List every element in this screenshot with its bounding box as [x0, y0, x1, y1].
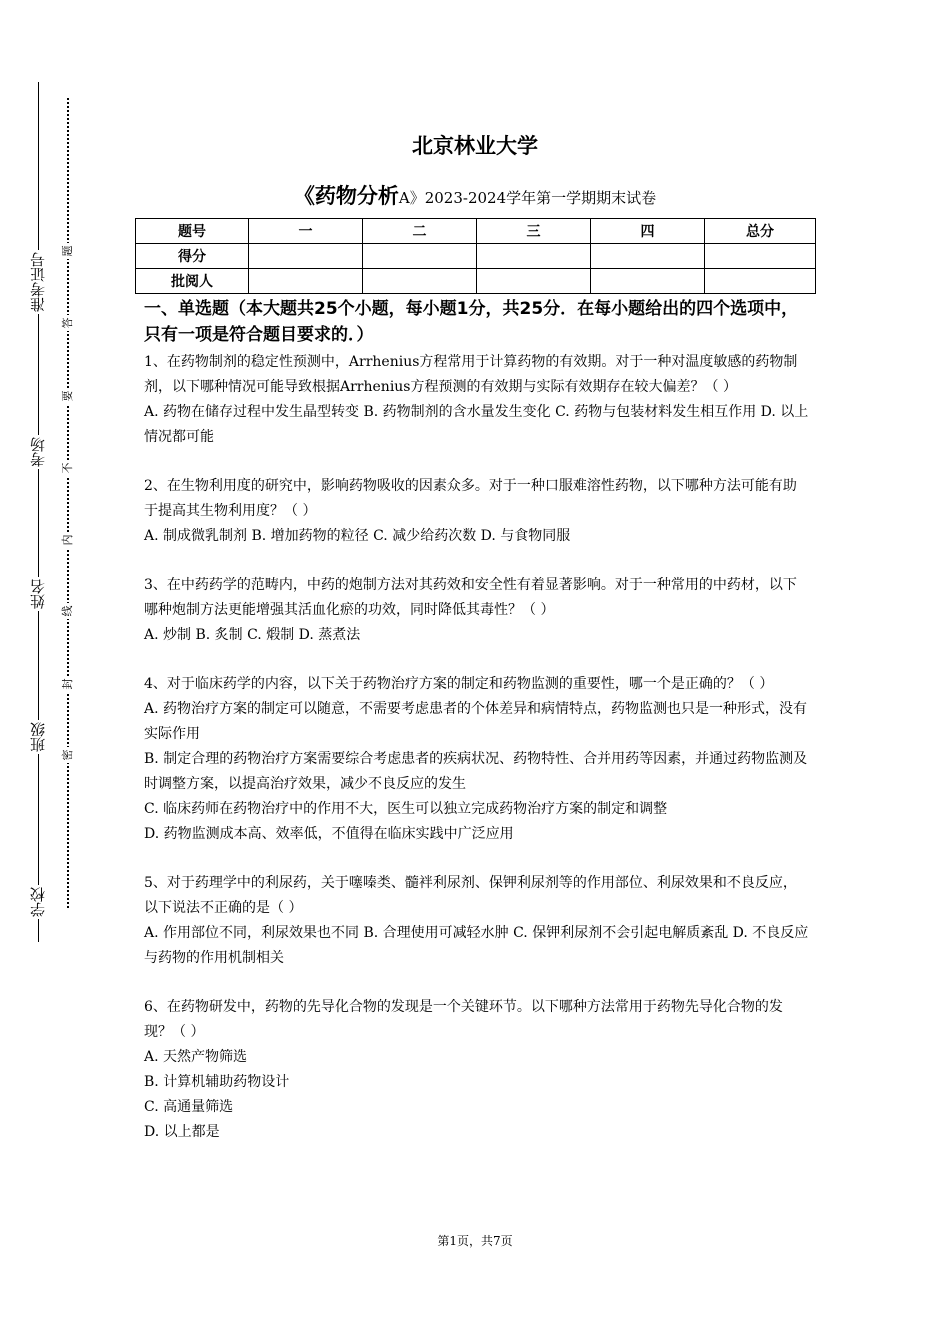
score-input-cell[interactable] [591, 244, 705, 269]
subtitle-course: 《药物分析 [293, 184, 399, 208]
seal-char: 不 [60, 460, 76, 476]
seal-dotted-line [67, 98, 69, 908]
score-input-cell[interactable] [363, 244, 477, 269]
score-table-cell: 题号 [136, 219, 249, 244]
section-heading: 一、单选题（本大题共25个小题，每小题1分，共25分．在每小题给出的四个选项中，只有一项是符合题目要求的．） [144, 299, 799, 345]
question-3 [144, 573, 810, 648]
score-input-cell[interactable] [477, 244, 591, 269]
score-table-header-row [136, 219, 816, 244]
seal-char: 密 [60, 747, 76, 763]
score-table-cell: 一 [249, 219, 363, 244]
grader-input-cell[interactable] [591, 269, 705, 294]
seal-char: 内 [60, 532, 76, 548]
question-option-c: C. 高通量筛选 [144, 1099, 234, 1115]
field-class-label: 班级 [18, 720, 58, 754]
question-option-b: B. 计算机辅助药物设计 [144, 1074, 290, 1090]
question-options: A. 药物在储存过程中发生晶型转变 B. 药物制剂的含水量发生变化 C. 药物与包装材料发生相互作用 D. 以上情况都可能 [144, 404, 809, 445]
score-table-cell: 批阅人 [136, 269, 249, 294]
question-stem: 4、对于临床药学的内容，以下关于药物治疗方案的制定和药物监测的重要性，哪一个是正确的？（ ） [144, 676, 774, 692]
grader-input-cell[interactable] [249, 269, 363, 294]
score-input-cell[interactable] [705, 244, 816, 269]
question-option-c: C. 临床药师在药物治疗中的作用不大，医生可以独立完成药物治疗方案的制定和调整 [144, 801, 668, 817]
score-table-row [136, 244, 816, 269]
question-stem: 6、在药物研发中，药物的先导化合物的发现是一个关键环节。以下哪种方法常用于药物先导化合物的发现？（ ） [144, 999, 783, 1040]
seal-char: 题 [60, 243, 76, 259]
field-school-label: 学校 [18, 885, 58, 919]
seal-char: 封 [60, 676, 76, 692]
question-option-b: B. 制定合理的药物治疗方案需要综合考虑患者的疾病状况、药物特性、合并用药等因素，并通过药物监测及时调整方案，以提高治疗效果，减少不良反应的发生 [144, 751, 808, 792]
question-options: A. 炒制 B. 炙制 C. 煅制 D. 蒸煮法 [144, 627, 361, 643]
question-options: A. 作用部位不同，利尿效果也不同 B. 合理使用可减轻水肿 C. 保钾利尿剂不会引起电解质紊乱 D. 不良反应与药物的作用机制相关 [144, 925, 809, 966]
grader-input-cell[interactable] [705, 269, 816, 294]
grader-input-cell[interactable] [477, 269, 591, 294]
question-option-a: A. 天然产物筛选 [144, 1049, 248, 1065]
score-table-cell: 四 [591, 219, 705, 244]
score-table-row [136, 269, 816, 294]
question-2 [144, 474, 810, 549]
score-table-cell: 三 [477, 219, 591, 244]
seal-char: 答 [60, 315, 76, 331]
question-stem: 3、在中药药学的范畴内，中药的炮制方法对其药效和安全性有着显著影响。对于一种常用的中药材，以下哪种炮制方法更能增强其活血化瘀的功效，同时降低其毒性？（ ） [144, 577, 797, 618]
question-stem: 1、在药物制剂的稳定性预测中，Arrhenius方程常用于计算药物的有效期。对于一种对温度敏感的药物制剂，以下哪种情况可能导致根据Arrhenius方程预测的有效期与实际有效期存在较大偏差？（ ） [144, 354, 798, 395]
binding-solid-line [38, 82, 39, 942]
exam-subtitle [0, 180, 950, 210]
score-input-cell[interactable] [249, 244, 363, 269]
field-exam-room-label: 考场 [18, 435, 58, 469]
grader-input-cell[interactable] [363, 269, 477, 294]
university-title: 北京林业大学 [412, 134, 538, 158]
subtitle-term: A》2023-2024学年第一学期期末试卷 [398, 189, 657, 207]
question-stem: 5、对于药理学中的利尿药，关于噻嗪类、髓袢利尿剂、保钾利尿剂等的作用部位、利尿效果和不良反应，以下说法不正确的是（ ） [144, 875, 797, 916]
question-5 [144, 871, 810, 971]
score-table-cell: 二 [363, 219, 477, 244]
score-table [135, 218, 816, 294]
score-table-cell: 总分 [705, 219, 816, 244]
field-exam-number-label: 准考证号 [18, 250, 58, 314]
question-6 [144, 995, 810, 1145]
seal-char: 线 [60, 603, 76, 619]
score-table-cell: 得分 [136, 244, 249, 269]
question-option-a: A. 药物治疗方案的制定可以随意，不需要考虑患者的个体差异和病情特点，药物监测也只是一种形式，没有实际作用 [144, 701, 808, 742]
question-1 [144, 350, 810, 450]
exam-content [144, 296, 810, 1169]
page-number: 第1页，共7页 [437, 1234, 513, 1248]
question-option-d: D. 以上都是 [144, 1124, 220, 1140]
field-name-label: 姓名 [18, 577, 58, 611]
question-stem: 2、在生物利用度的研究中，影响药物吸收的因素众多。对于一种口服难溶性药物，以下哪种方法可能有助于提高其生物利用度？（ ） [144, 478, 797, 519]
seal-char: 要 [60, 388, 76, 404]
question-4 [144, 672, 810, 847]
question-options: A. 制成微乳制剂 B. 增加药物的粒径 C. 减少给药次数 D. 与食物同服 [144, 528, 571, 544]
question-option-d: D. 药物监测成本高、效率低，不值得在临床实践中广泛应用 [144, 826, 514, 842]
